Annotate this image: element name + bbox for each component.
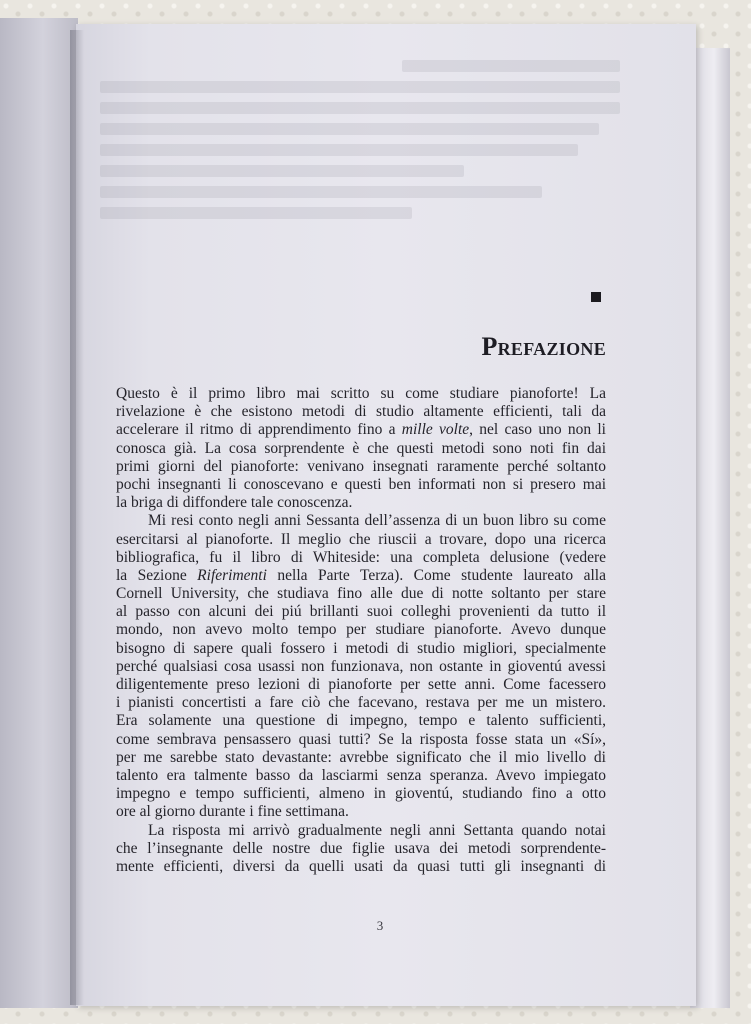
text-line: come sembrava pensassero quasi tutti? Se la risposta fosse stata un «Sí», [116, 730, 606, 748]
text-line: Questo è il primo libro mai scritto su come studiare pianoforte! La [116, 385, 606, 402]
text-line: la Sezione Riferimenti nella Parte Terza). Come studente laureato alla [116, 566, 606, 584]
body-text [116, 385, 606, 876]
text-line: per me sarebbe stato devastante: avrebbe significato che il mio livello di [116, 748, 606, 766]
left-page [0, 18, 78, 1008]
book-spine [70, 30, 84, 1005]
text-line: mondo, non avevo molto tempo per studiare pianoforte. Avevo dunque [116, 621, 606, 639]
emphasis-text: Riferimenti [197, 566, 267, 584]
text-line: conosca già. La cosa sorprendente è che questi metodi sono noti fin dai [116, 439, 606, 457]
text-line: perché qualsiasi cosa usassi non funzionava, non ostante in gioventú avessi [116, 657, 606, 675]
text-line: esercitarsi al pianoforte. Il meglio che riuscii a trovare, dopo una ricerca [116, 530, 606, 548]
text-line: La risposta mi arrivò gradualmente negli anni Settanta quando notai [148, 821, 606, 839]
text-line: primi giorni del pianoforte: venivano insegnati raramente perché soltanto [116, 457, 606, 475]
text-line: accelerare il ritmo di apprendimento fino a mille volte, nel caso uno non li [116, 421, 606, 439]
show-through-text [100, 60, 620, 280]
text-line: i pianisti concertisti a fare ciò che facevano, restava per me un mistero. [116, 694, 606, 712]
text-line: talento era talmente basso da lasciarmi senza speranza. Avevo impiegato [116, 766, 606, 784]
text-line: diligentemente preso lezioni di pianoforte per sette anni. Come facessero [116, 676, 606, 693]
emphasis-text: mille volte [401, 421, 470, 439]
text-line: Mi resi conto negli anni Sessanta dell’assenza di un buon libro su come [148, 512, 606, 530]
text-line: mente efficienti, diversi da quelli usati da quasi tutti gli insegnanti di [116, 857, 606, 875]
text-line: impegno e tempo sufficienti, almeno in gioventú, studiando fino a otto [116, 785, 606, 803]
text-line: che l’insegnante delle nostre due figlie usava dei metodi sorprendente- [116, 839, 606, 857]
text-line: pochi insegnanti li conoscevano e questi ben informati non si presero mai [116, 475, 606, 493]
text-line: al passo con alcuni dei piú brillanti suoi colleghi provenienti da tutto il [116, 603, 606, 621]
text-line: la briga di diffondere tale conoscenza. [116, 494, 353, 512]
paragraph [116, 512, 606, 821]
text-line: rivelazione è che esistono metodi di studio altamente efficienti, tali da [116, 403, 606, 421]
text-line: bisogno di sapere quali fossero i metodi di studio migliori, specialmente [116, 639, 606, 657]
page-title: Prefazione [481, 332, 606, 361]
text-line: bibliografica, fu il libro di Whiteside: una completa delusione (vedere [116, 548, 606, 566]
paragraph [116, 822, 606, 877]
text-line: ore al giorno durante i fine settimana. [116, 803, 349, 821]
paragraph [116, 385, 606, 512]
page-number: 3 [376, 918, 384, 933]
page-edges [690, 48, 730, 1008]
text-line: Cornell University, che studiava fino alle due di notte soltanto per stare [116, 585, 606, 603]
heading-square-icon [591, 292, 601, 302]
text-line: Era solamente una questione di impegno, tempo e talento sufficienti, [116, 712, 606, 730]
